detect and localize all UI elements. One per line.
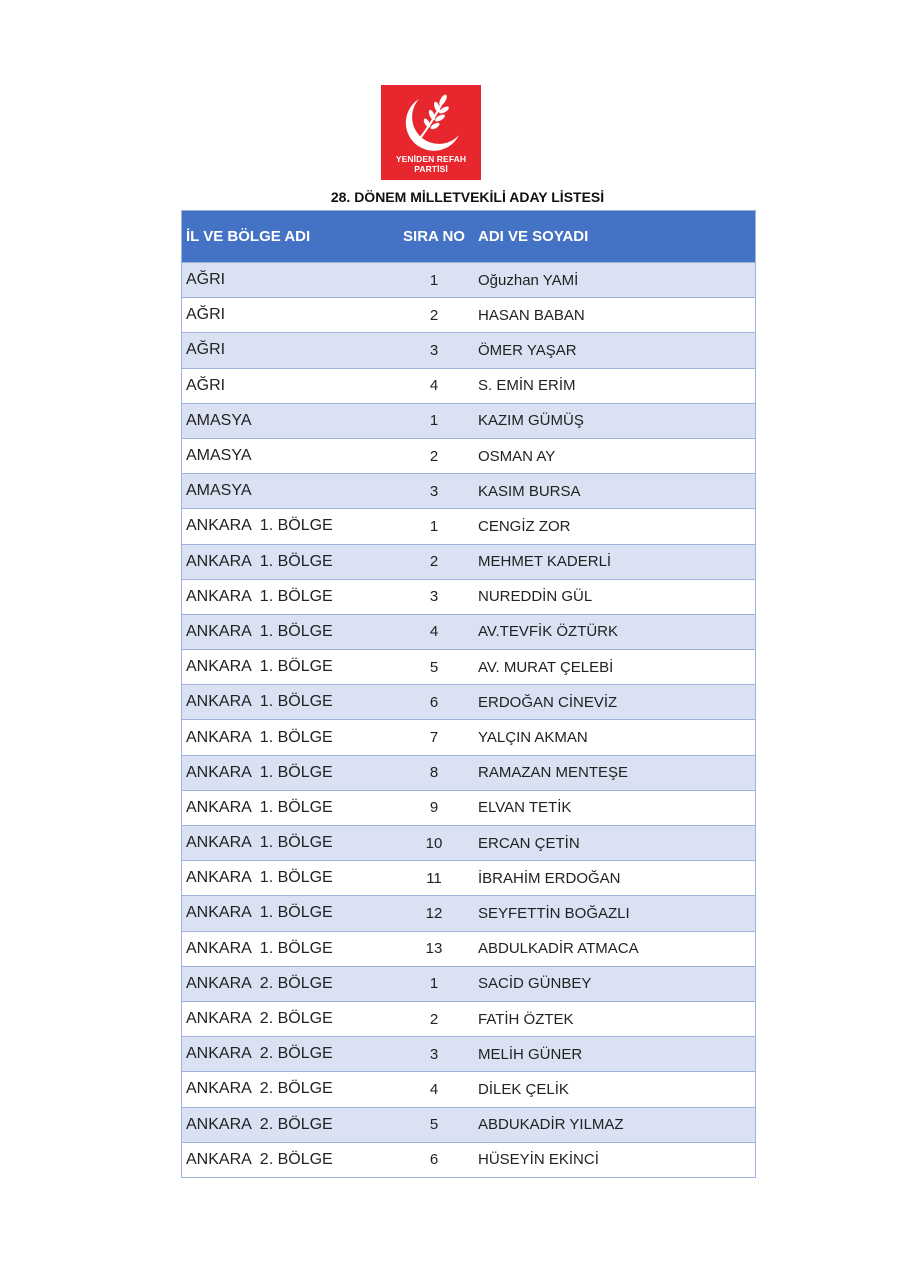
table-row (182, 369, 755, 404)
header-region: İL VE BÖLGE ADI (186, 228, 311, 245)
cell-order: 1 (429, 975, 439, 993)
table-row (182, 615, 755, 650)
cell-order: 1 (429, 412, 439, 430)
cell-order: 3 (429, 1045, 439, 1063)
cell-name: SACİD GÜNBEY (478, 975, 592, 993)
cell-name: NUREDDİN GÜL (478, 588, 593, 606)
cell-name: ÖMER YAŞAR (478, 341, 577, 359)
cell-region: ANKARA 1. BÖLGE (186, 869, 333, 887)
document-title: 28. DÖNEM MİLLETVEKİLİ ADAY LİSTESİ (330, 189, 605, 205)
cell-region: AĞRI (186, 341, 226, 359)
cell-name: ERCAN ÇETİN (478, 834, 580, 852)
cell-name: İBRAHİM ERDOĞAN (478, 869, 621, 887)
table-row (182, 439, 755, 474)
cell-region: ANKARA 1. BÖLGE (186, 904, 333, 922)
cell-order: 5 (429, 1116, 439, 1134)
cell-name: ERDOĞAN CİNEVİZ (478, 693, 618, 711)
table-row (182, 1037, 755, 1072)
cell-region: ANKARA 1. BÖLGE (186, 693, 333, 711)
cell-order: 6 (429, 1151, 439, 1169)
cell-region: ANKARA 2. BÖLGE (186, 1080, 333, 1098)
cell-order: 3 (429, 588, 439, 606)
cell-name: ABDUKADİR YILMAZ (478, 1116, 624, 1134)
cell-region: ANKARA 1. BÖLGE (186, 552, 333, 570)
cell-name: HÜSEYİN EKİNCİ (478, 1151, 599, 1169)
cell-order: 11 (426, 869, 442, 887)
cell-order: 10 (425, 834, 443, 852)
table-row (182, 509, 755, 544)
cell-region: ANKARA 1. BÖLGE (186, 763, 333, 781)
table-row (182, 1072, 755, 1107)
table-row (182, 1108, 755, 1143)
cell-order: 4 (429, 1080, 439, 1098)
cell-region: ANKARA 1. BÖLGE (186, 834, 333, 852)
cell-region: AĞRI (186, 376, 226, 394)
cell-order: 7 (429, 729, 439, 747)
table-row (182, 932, 755, 967)
cell-order: 4 (429, 377, 439, 395)
cell-name: AV. MURAT ÇELEBİ (478, 658, 614, 676)
cell-name: AV.TEVFİK ÖZTÜRK (478, 623, 619, 641)
party-logo (381, 85, 481, 180)
table-row (182, 967, 755, 1002)
cell-region: AĞRI (186, 271, 226, 289)
table-row (182, 580, 755, 615)
cell-region: AMASYA (186, 482, 252, 500)
table-row (182, 333, 755, 368)
cell-name: OSMAN AY (478, 447, 556, 465)
cell-order: 3 (429, 482, 439, 500)
cell-name: DİLEK ÇELİK (478, 1080, 569, 1098)
cell-name: ELVAN TETİK (478, 799, 572, 817)
cell-order: 13 (425, 940, 443, 958)
candidate-table (181, 210, 756, 1178)
cell-order: 8 (429, 764, 439, 782)
cell-region: ANKARA 1. BÖLGE (186, 939, 333, 957)
cell-region: ANKARA 1. BÖLGE (186, 728, 333, 746)
table-row (182, 545, 755, 580)
logo-text-line1: YENİDEN REFAH (395, 154, 467, 164)
cell-region: AMASYA (186, 411, 252, 429)
table-row (182, 756, 755, 791)
header-name: ADI VE SOYADI (478, 228, 589, 245)
cell-order: 5 (429, 658, 439, 676)
cell-region: ANKARA 2. BÖLGE (186, 1150, 333, 1168)
cell-order: 2 (429, 306, 439, 324)
cell-region: ANKARA 2. BÖLGE (186, 1115, 333, 1133)
cell-name: FATİH ÖZTEK (478, 1010, 574, 1028)
table-row (182, 650, 755, 685)
cell-name: RAMAZAN MENTEŞE (478, 764, 629, 782)
table-row (182, 861, 755, 896)
table-row (182, 263, 755, 298)
table-row (182, 298, 755, 333)
cell-region: ANKARA 1. BÖLGE (186, 798, 333, 816)
cell-order: 2 (429, 447, 439, 465)
cell-name: ABDULKADİR ATMACA (478, 940, 639, 958)
header-order: SIRA NO (403, 228, 465, 245)
cell-region: ANKARA 1. BÖLGE (186, 587, 333, 605)
table-row (182, 1143, 755, 1178)
cell-order: 4 (429, 623, 439, 641)
cell-order: 3 (429, 341, 439, 359)
crescent-wheat-icon (381, 85, 481, 157)
logo-text-line2: PARTİSİ (414, 164, 448, 174)
cell-name: S. EMİN ERİM (478, 377, 576, 395)
table-row (182, 826, 755, 861)
cell-region: ANKARA 1. BÖLGE (186, 658, 333, 676)
cell-name: YALÇIN AKMAN (478, 729, 588, 747)
cell-region: ANKARA 1. BÖLGE (186, 517, 333, 535)
table-row (182, 896, 755, 931)
cell-name: CENGİZ ZOR (478, 517, 571, 535)
cell-name: KASIM BURSA (478, 482, 581, 500)
cell-region: ANKARA 2. BÖLGE (186, 974, 333, 992)
cell-order: 2 (429, 553, 439, 571)
cell-order: 2 (429, 1010, 439, 1028)
cell-order: 1 (429, 271, 439, 289)
table-row (182, 685, 755, 720)
cell-name: Oğuzhan YAMİ (478, 271, 579, 289)
cell-name: HASAN BABAN (478, 306, 585, 324)
cell-name: KAZIM GÜMÜŞ (478, 412, 584, 430)
table-row (182, 1002, 755, 1037)
cell-region: AMASYA (186, 447, 252, 465)
cell-order: 9 (429, 799, 439, 817)
table-row (182, 720, 755, 755)
cell-order: 12 (425, 904, 443, 922)
cell-order: 1 (429, 517, 439, 535)
cell-region: ANKARA 2. BÖLGE (186, 1045, 333, 1063)
cell-name: MELİH GÜNER (478, 1045, 583, 1063)
cell-name: MEHMET KADERLİ (478, 553, 612, 571)
cell-name: SEYFETTİN BOĞAZLI (478, 904, 630, 922)
cell-region: ANKARA 1. BÖLGE (186, 622, 333, 640)
cell-region: AĞRI (186, 306, 226, 324)
table-body (182, 263, 755, 1178)
table-row (182, 404, 755, 439)
cell-region: ANKARA 2. BÖLGE (186, 1010, 333, 1028)
table-header (182, 211, 755, 263)
cell-order: 6 (429, 693, 439, 711)
table-row (182, 791, 755, 826)
table-row (182, 474, 755, 509)
